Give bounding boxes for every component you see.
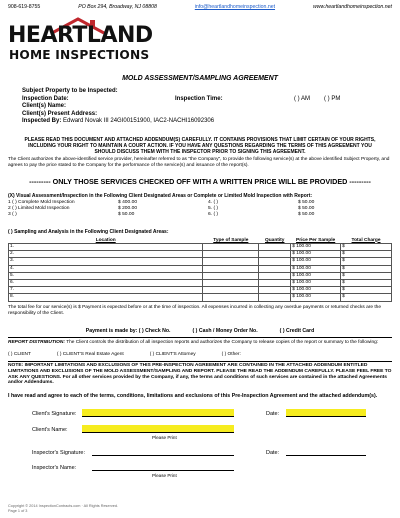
location-cell[interactable]: 3. xyxy=(9,258,203,265)
payment-card-option[interactable]: ( ) Credit Card xyxy=(279,328,315,334)
client-date-field[interactable] xyxy=(286,409,366,417)
sampling-heading: ( ) Sampling and Analysis in the Following Client Designated Areas: xyxy=(8,229,169,235)
inspector-name-row xyxy=(32,463,372,471)
column-header: Price Per Sample xyxy=(296,237,336,243)
payment-check-option[interactable]: Payment is made by: ( ) Check No. xyxy=(85,328,171,334)
total-cell[interactable]: $ xyxy=(341,272,392,279)
price-cell[interactable]: $ 100.00 xyxy=(291,272,341,279)
payment-row xyxy=(0,328,400,334)
price-cell[interactable]: $ 100.00 xyxy=(291,258,341,265)
email-link[interactable]: info@heartlandhomeinspection.net xyxy=(194,4,276,10)
client-name-label: Client's Name: xyxy=(32,427,68,433)
am-checkbox[interactable]: ( ) AM xyxy=(294,95,310,102)
report-distribution-text: The Client controls the distribution of all inspection reports and authorizes the Company to release copies of the report or summary to the following: xyxy=(66,340,379,345)
client-name-field[interactable] xyxy=(82,425,234,433)
sample-type-cell[interactable] xyxy=(203,251,259,258)
quantity-cell[interactable] xyxy=(259,287,291,294)
quantity-cell[interactable] xyxy=(259,244,291,251)
website-link[interactable]: www.heartlandhomeinspection.net xyxy=(312,4,392,10)
inspector-name-label: Inspector's Name: xyxy=(32,465,77,471)
phone-number: 908-619-8755 xyxy=(8,4,41,10)
subject-property-label: Subject Property to be Inspected: xyxy=(22,88,118,94)
sample-type-cell[interactable] xyxy=(203,265,259,272)
total-cell[interactable]: $ xyxy=(341,294,392,301)
fee-text: The total fee for our service(s) is $ Payment is expected before or at the time of inspection. All expenses incurred in collecting any overdue payments or returned checks are the responsibility of the Client. xyxy=(8,305,382,316)
contact-bar xyxy=(8,2,392,12)
inspection-date-row xyxy=(22,96,382,104)
location-cell[interactable]: 4. xyxy=(9,265,203,272)
total-cell[interactable]: $ xyxy=(341,287,392,294)
price-cell[interactable]: $ 100.00 xyxy=(291,251,341,258)
price-cell[interactable]: $ 100.00 xyxy=(291,265,341,272)
table-row xyxy=(9,287,392,294)
price-cell[interactable]: $ 100.00 xyxy=(291,244,341,251)
company-logo xyxy=(8,17,178,69)
date-label: Date: xyxy=(266,450,280,456)
clients-name-label: Client(s) Name: xyxy=(22,103,67,110)
option-price: $ 50.00 xyxy=(298,205,315,211)
option-price: $ 50.00 xyxy=(298,211,315,217)
sample-type-cell[interactable] xyxy=(203,279,259,286)
logo-line-1: HEARTLAND xyxy=(8,23,153,48)
report-distribution-label: REPORT DISTRIBUTION: xyxy=(8,340,65,345)
client-signature-row xyxy=(32,409,372,417)
option-price: $ 200.00 xyxy=(118,205,138,211)
sample-type-cell[interactable] xyxy=(203,287,259,294)
sample-type-cell[interactable] xyxy=(203,258,259,265)
quantity-cell[interactable] xyxy=(259,265,291,272)
option-label: 6. ( ) xyxy=(208,211,219,217)
table-row xyxy=(9,265,392,272)
option-label: 2 ( ) Limited Mold Inspection xyxy=(8,205,70,211)
quantity-cell[interactable] xyxy=(259,279,291,286)
column-header: Quantity xyxy=(264,237,285,243)
sampling-table xyxy=(8,237,392,302)
location-cell[interactable]: 7. xyxy=(9,287,203,294)
location-cell[interactable]: 1. xyxy=(9,244,203,251)
sample-type-cell[interactable] xyxy=(203,294,259,301)
option-label: 4. ( ) xyxy=(208,200,219,205)
location-cell[interactable]: 8. xyxy=(9,294,203,301)
clients-address-label: Client(s) Present Address: xyxy=(22,110,98,117)
important-note: NOTE: IMPORTANT LIMITATIONS AND EXCLUSIONS OF THIS PRE-INSPECTION AGREEMENT ARE CONTAINED IN THE ATTACHED ADDENDUM ENTITLED LIMITATIONS AND EXCLUSIONS OF THE MOLD ASSESSMENT/SAMPLING AND REPORT. PLEASE THE READ THE ADDENDUM CAREFULLY. PLEASE FEEL FREE TO ASK ANY QUESTIONS. For all other services provided by the Company, if any, the terms and conditions of such services are contained in the attached Agreements and/or Addendums. xyxy=(8,363,392,386)
page-footer xyxy=(8,504,118,514)
sample-type-cell[interactable] xyxy=(203,244,259,251)
price-cell[interactable]: $ 100.00 xyxy=(291,287,341,294)
location-cell[interactable]: 5. xyxy=(9,272,203,279)
distribution-attorney-option[interactable]: ( ) CLIENT'S Attorney xyxy=(149,352,196,357)
quantity-cell[interactable] xyxy=(259,251,291,258)
option-label: 1 ( ) Complete Mold Inspection xyxy=(8,200,75,205)
client-signature-field[interactable] xyxy=(82,409,234,417)
total-cell[interactable]: $ xyxy=(341,244,392,251)
inspector-signature-label: Inspector's Signature: xyxy=(32,450,86,456)
inspector-date-field[interactable] xyxy=(286,448,366,456)
distribution-client-option[interactable]: ( ) CLIENT xyxy=(8,352,31,357)
option-label: 5. ( ) xyxy=(208,205,219,211)
please-print-note: Please Print xyxy=(152,435,177,440)
location-cell[interactable]: 6. xyxy=(9,279,203,286)
distribution-agent-option[interactable]: ( ) CLIENT'S Real Estate Agent xyxy=(56,352,124,357)
mailing-address: PO Box 294, Broadway, NJ 08808 xyxy=(78,4,157,10)
page-number: Page 1 of 3 xyxy=(8,509,28,513)
option-price: $ 50.00 xyxy=(298,200,315,205)
date-label: Date: xyxy=(266,411,280,417)
logo-line-2: HOME INSPECTIONS xyxy=(9,48,150,62)
distribution-other-option[interactable]: ( ) Other: xyxy=(221,352,241,357)
table-row xyxy=(9,244,392,251)
table-row xyxy=(9,294,392,301)
inspection-time-label: Inspection Time: xyxy=(175,95,223,102)
client-name-row xyxy=(32,425,372,433)
agreement-statement: I have read and agree to each of the terms, conditions, limitations and exclusions of this Pre-Inspection Agreement and the attached addendum(s). xyxy=(8,393,378,399)
option-label: 3 ( ) xyxy=(8,211,17,217)
report-distribution-options xyxy=(8,352,392,358)
column-header: Type of Sample xyxy=(213,237,249,243)
total-cell[interactable]: $ xyxy=(341,279,392,286)
quantity-cell[interactable] xyxy=(259,258,291,265)
inspection-date-label: Inspection Date: xyxy=(22,95,69,102)
copyright-text: Copyright © 2014 InspectionContracts.com · All Rights Reserved. xyxy=(8,504,119,508)
total-cell[interactable]: $ xyxy=(341,265,392,272)
quantity-cell[interactable] xyxy=(259,272,291,279)
please-print-note: Please Print xyxy=(152,473,177,478)
document-title: MOLD ASSESSMENT/SAMPLING AGREEMENT xyxy=(122,75,278,82)
inspected-by-label: Inspected By: xyxy=(22,118,62,125)
report-distribution xyxy=(8,340,392,346)
visual-assessment-heading: (X) Visual Assessment/Inspection in the Following Client Designated Areas or Complete or Limited Mold Inspection with Report: xyxy=(8,193,313,199)
total-cell[interactable]: $ xyxy=(341,251,392,258)
notice-paragraph: PLEASE READ THIS DOCUMENT AND ATTACHED ADDENDUM(S) CAREFULLY. IT CONTAINS PROVISIONS THAT LIMIT CERTAIN OF YOUR RIGHTS, INCLUDING YOUR RIGHT TO MAINTAIN A COURT ACTION. IF YOU HAVE ANY QUESTIONS REGARDING THE TERMS OF THIS AGREEMENT YOU SHOULD DISCUSS THEM WITH THE INSPECTOR PRIOR TO SIGNING THIS AGREEMENT. xyxy=(24,137,376,156)
location-cell[interactable]: 2. xyxy=(9,251,203,258)
visual-assessment-options xyxy=(8,200,392,217)
price-cell[interactable]: $ 100.00 xyxy=(291,279,341,286)
quantity-cell[interactable] xyxy=(259,294,291,301)
option-price: $ 400.00 xyxy=(118,200,138,205)
price-cell[interactable]: $ 100.00 xyxy=(291,294,341,301)
table-row xyxy=(9,279,392,286)
table-row xyxy=(9,251,392,258)
client-signature-label: Client's Signature: xyxy=(32,411,77,417)
divider xyxy=(8,337,392,338)
inspector-signature-row xyxy=(32,448,372,456)
inspected-by-row xyxy=(22,118,382,126)
services-banner: --------- ONLY THOSE SERVICES CHECKED OFF WITH A WRITTEN PRICE WILL BE PROVIDED --------- xyxy=(29,177,371,186)
column-header: Total Charge xyxy=(351,237,381,243)
client-authorization-text: The Client authorizes the above-identified service provider, hereinafter referred to as "the Company", to provide the following service(s) at the above identified Subject Property, and agrees to pay the price stated to the Company for the performance of the service(s) and issuance of the report(s). xyxy=(8,157,390,168)
pm-checkbox[interactable]: ( ) PM xyxy=(324,95,341,102)
sample-type-cell[interactable] xyxy=(203,272,259,279)
table-row xyxy=(9,258,392,265)
option-row[interactable] xyxy=(8,212,392,218)
column-header: Location xyxy=(95,237,116,243)
inspected-by-value: Edward Novak III 24GI00151900, IAC2-NACHI16092306 xyxy=(63,118,215,125)
table-row xyxy=(9,272,392,279)
inspector-name-field[interactable] xyxy=(92,463,234,471)
inspector-signature-field[interactable] xyxy=(92,448,234,456)
payment-cash-option[interactable]: ( ) Cash / Money Order No. xyxy=(192,328,258,334)
divider xyxy=(8,361,392,362)
option-price: $ 50.00 xyxy=(118,211,135,217)
total-cell[interactable]: $ xyxy=(341,258,392,265)
